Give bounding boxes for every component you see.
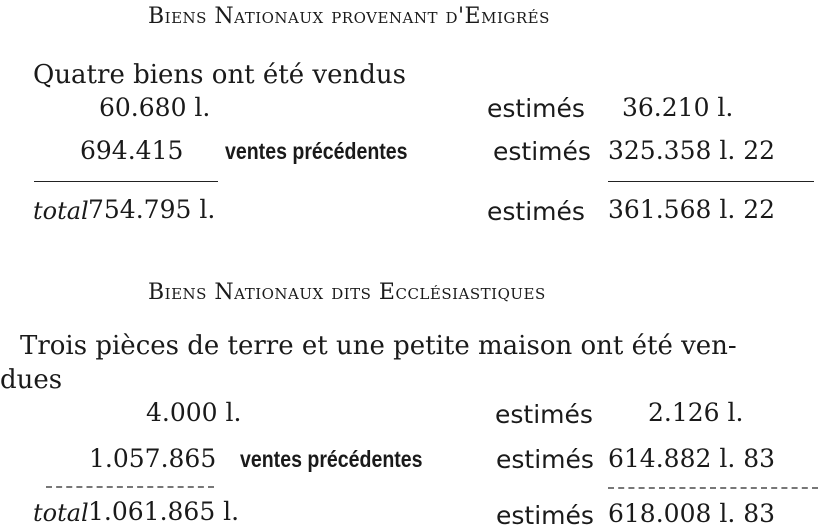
section2-title: Biens Nationaux dits Ecclésiastiques [148, 280, 546, 305]
section2-intro-line1: Trois pièces de terre et une petite maison ont été ven- [20, 331, 737, 361]
section1-right-rule [608, 181, 814, 182]
section2-left-rule [46, 486, 214, 488]
section2-row1-est-label: estimés [495, 400, 593, 429]
section1-total-label: total [33, 197, 89, 225]
section1-title: Biens Nationaux provenant d'Emigrés [148, 4, 550, 29]
section2-right-rule [608, 487, 818, 489]
section2-row2-amount: 1.057.865 [89, 444, 217, 473]
section2-row2-est-value: 614.882 l. 83 [608, 444, 776, 473]
section2-row1-est-value: 2.126 l. [648, 398, 744, 427]
section1-total-est-label: estimés [487, 197, 585, 226]
section2-total-est-value: 618.008 l. 83 [608, 499, 776, 528]
section1-row2-amount: 694.415 [80, 136, 184, 165]
section2-row2-est-label: estimés [496, 445, 594, 474]
section2-total-label: total [33, 499, 89, 527]
section1-row1-est-value: 36.210 l. [622, 93, 734, 122]
section1-left-rule [34, 181, 218, 182]
section2-row2-label: ventes précédentes [240, 446, 423, 472]
section1-row2-est-value: 325.358 l. 22 [608, 136, 776, 165]
section2-row1-amount: 4.000 l. [146, 398, 242, 427]
section1-row2-label: ventes précédentes [225, 138, 408, 164]
section1-row2-est-label: estimés [493, 137, 591, 166]
section1-total-amount: 754.795 l. [88, 195, 216, 224]
section2-total-amount: 1.061.865 l. [88, 497, 240, 526]
section1-total-est-value: 361.568 l. 22 [608, 195, 776, 224]
section1-intro: Quatre biens ont été vendus [33, 60, 406, 90]
section2-total-est-label: estimés [496, 501, 594, 530]
section1-row1-est-label: estimés [487, 94, 585, 123]
section1-row1-amount: 60.680 l. [99, 93, 211, 122]
section2-intro-line2: dues [0, 365, 63, 395]
